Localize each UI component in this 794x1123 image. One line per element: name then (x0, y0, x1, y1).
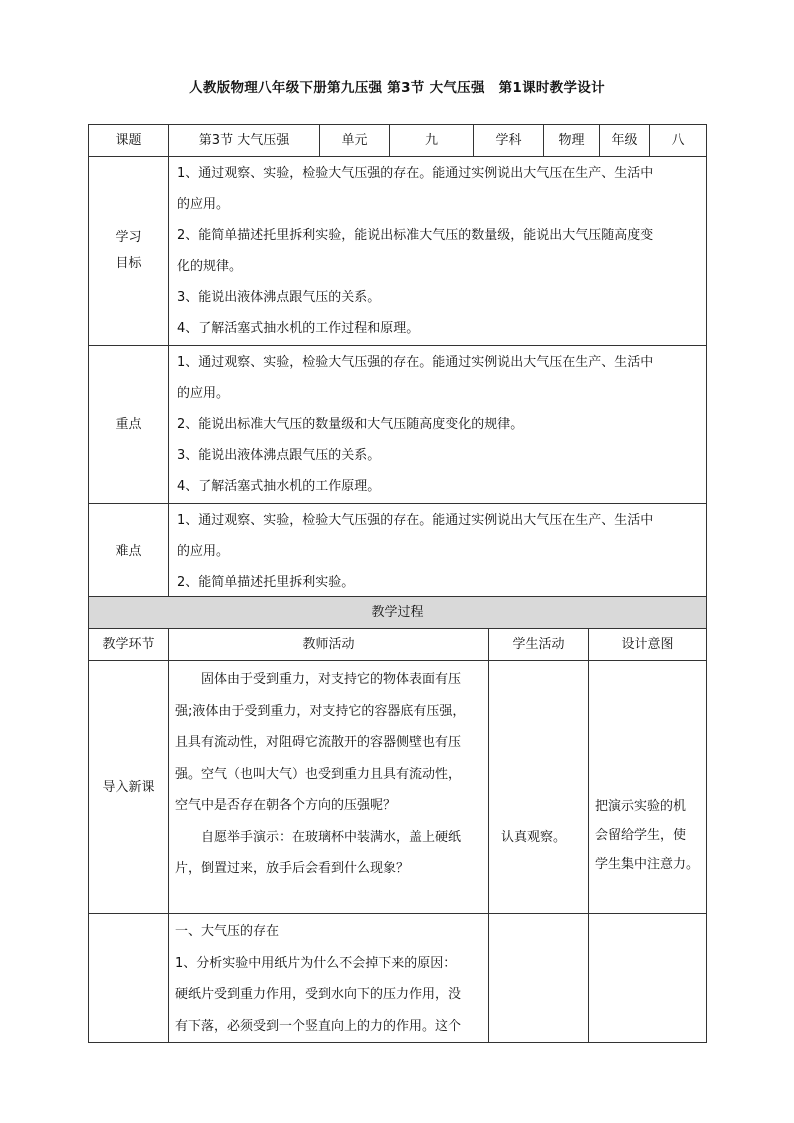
teaching-process-table (88, 596, 707, 1043)
grade-value: 八 (650, 125, 707, 157)
header-teacher: 教师活动 (169, 629, 489, 661)
key-point-line: 3、能说出液体沸点跟气压的关系。 (177, 448, 381, 463)
unit-value: 九 (390, 125, 474, 157)
student-activity-text: 认真观察。 (501, 829, 567, 845)
teacher-line: 有下落，必须受到一个竖直向上的力的作用。这个 (175, 1018, 462, 1034)
difficulty-line: 2、能简单描述托里拆利实验。 (177, 575, 355, 590)
key-points-row (89, 346, 707, 504)
lesson-info-table (88, 124, 707, 600)
key-point-line: 的应用。 (177, 386, 230, 401)
intro-row (89, 661, 707, 914)
objective-line: 的应用。 (177, 197, 230, 212)
teacher-line: 且具有流动性，对阻碍它流散开的容器侧壁也有压 (175, 735, 462, 750)
intent-line: 会留给学生，使 (595, 827, 687, 843)
intro-teacher-activity (169, 661, 489, 914)
difficulty-line: 的应用。 (177, 544, 230, 559)
unit-label: 单元 (320, 125, 390, 157)
header-intent: 设计意图 (589, 629, 707, 661)
grade-label: 年级 (600, 125, 650, 157)
difficulty-line: 1、通过观察、实验，检验大气压强的存在。能通过实例说出大气压在生产、生活中 (177, 513, 654, 528)
difficulties-row (89, 504, 707, 600)
document-title: 人教版物理八年级下册第九压强 第3节 大气压强 第1课时教学设计 (189, 80, 605, 96)
intent-line: 学生集中注意力。 (595, 856, 700, 872)
teacher-line: 硬纸片受到重力作用，受到水向下的压力作用，没 (175, 987, 462, 1002)
section1-design-intent (589, 914, 707, 1043)
section1-student-activity (489, 914, 589, 1043)
difficulties-content (169, 504, 707, 600)
teacher-line: 空气中是否存在朝各个方向的压强呢？ (175, 798, 397, 813)
difficulties-label: 难点 (89, 504, 169, 600)
teacher-line: 自愿举手演示：在玻璃杯中装满水，盖上硬纸 (201, 829, 462, 845)
section1-stage (89, 914, 169, 1043)
key-points-content (169, 346, 707, 504)
key-points-label: 重点 (89, 346, 169, 504)
objectives-content (169, 157, 707, 346)
header-student: 学生活动 (489, 629, 589, 661)
section1-teacher-activity (169, 914, 489, 1043)
teacher-line: 一、大气压的存在 (175, 924, 280, 939)
topic-value: 第3节 大气压强 (169, 125, 320, 157)
objective-line: 4、了解活塞式抽水机的工作过程和原理。 (177, 321, 420, 336)
process-title-row (89, 597, 707, 629)
teacher-line: 片，倒置过来，放手后会看到什么现象？ (175, 861, 410, 876)
key-point-line: 4、了解活塞式抽水机的工作原理。 (177, 479, 381, 494)
key-point-line: 1、通过观察、实验，检验大气压强的存在。能通过实例说出大气压在生产、生活中 (177, 355, 654, 370)
topic-label: 课题 (89, 125, 169, 157)
info-row (89, 125, 707, 157)
key-point-line: 2、能说出标准大气压的数量级和大气压随高度变化的规律。 (177, 417, 524, 432)
objectives-label (89, 157, 169, 346)
header-stage: 教学环节 (89, 629, 169, 661)
intro-stage: 导入新课 (89, 661, 169, 914)
process-section-title: 教学过程 (89, 597, 707, 629)
section1-row (89, 914, 707, 1043)
objective-line: 2、能简单描述托里拆利实验，能说出标准大气压的数量级，能说出大气压随高度变 (177, 228, 654, 243)
objective-line: 化的规律。 (177, 259, 243, 274)
objective-line: 3、能说出液体沸点跟气压的关系。 (177, 290, 381, 305)
teacher-line: 强。空气（也叫大气）也受到重力且具有流动性， (175, 766, 462, 782)
process-header-row (89, 629, 707, 661)
objective-line: 1、通过观察、实验，检验大气压强的存在。能通过实例说出大气压在生产、生活中 (177, 166, 654, 181)
objectives-row (89, 157, 707, 346)
teacher-line: 固体由于受到重力，对支持它的物体表面有压 (201, 672, 462, 687)
intent-line: 把演示实验的机 (595, 798, 687, 814)
intro-design-intent (589, 661, 707, 914)
objectives-label-line2: 目标 (115, 256, 142, 271)
intro-student-activity (489, 661, 589, 914)
teacher-line: 1、分析实验中用纸片为什么不会掉下来的原因： (175, 955, 457, 971)
subject-value: 物理 (544, 125, 600, 157)
objectives-label-line1: 学习 (115, 230, 142, 245)
subject-label: 学科 (474, 125, 544, 157)
teacher-line: 强;液体由于受到重力，对支持它的容器底有压强， (175, 703, 466, 719)
